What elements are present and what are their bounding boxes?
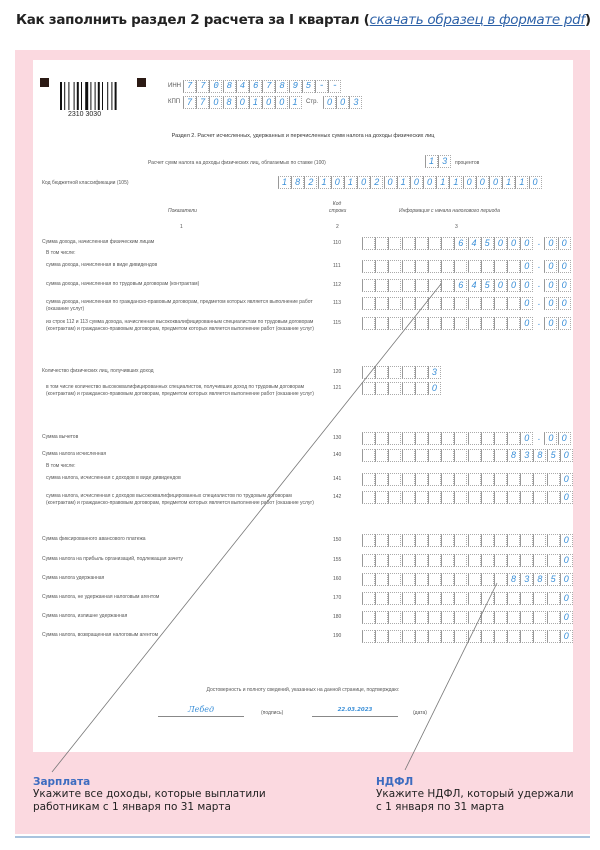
row-code: 120 — [333, 369, 342, 375]
row-code: 180 — [333, 614, 342, 620]
row-code: 111 — [333, 263, 341, 269]
row-code: 150 — [333, 537, 342, 543]
digit-cell: 0 — [463, 176, 476, 189]
digit-cell: 0 — [560, 449, 573, 462]
digit-cell: 0 — [507, 237, 520, 250]
digit-cell: 0 — [560, 491, 573, 504]
column-number: 2 — [336, 224, 339, 230]
digit-cell: 4 — [468, 279, 481, 292]
annotation-text: Укажите все доходы, которые выплатили работникам с 1 января по 31 марта — [33, 788, 266, 813]
confirmation-text: Достоверность и полноту сведений, указанных на данной странице, подтверждаю: — [206, 687, 400, 693]
including-note: В том числе: — [46, 250, 76, 256]
row-label: Сумма дохода, начисленная физическим лицам — [42, 239, 155, 245]
salary-annotation — [33, 776, 293, 814]
annotation-title: НДФЛ — [376, 776, 414, 788]
digit-cell: 5 — [481, 279, 494, 292]
date-label: (дата) — [413, 710, 427, 716]
decimal-separator: . — [537, 433, 541, 443]
digit-cell: 0 — [323, 96, 336, 109]
digit-cell: 1 — [515, 176, 528, 189]
column-number: 1 — [180, 224, 183, 230]
digit-cell: 6 — [454, 279, 467, 292]
row-code: 121 — [333, 385, 342, 391]
digit-cell: 0 — [558, 297, 571, 310]
row-label: Сумма вычетов — [42, 434, 79, 440]
digit-cell: 0 — [520, 237, 533, 250]
digit-cell: 0 — [560, 534, 573, 547]
digit-cell: 0 — [384, 176, 397, 189]
digit-cell: 1 — [344, 176, 357, 189]
digit-cell: 1 — [249, 96, 262, 109]
digit-cell: 0 — [560, 592, 573, 605]
salary-callout-line — [52, 284, 441, 772]
digit-cell: 7 — [183, 96, 196, 109]
decimal-separator: . — [537, 280, 541, 290]
digit-cell: 0 — [544, 297, 557, 310]
annotation-text: Укажите НДФЛ, который удержали с 1 января по 31 марта — [376, 788, 574, 813]
digit-cell: 0 — [331, 176, 344, 189]
inn-label: ИНН — [168, 83, 181, 89]
divider — [15, 836, 590, 838]
digit-cell: 0 — [520, 279, 533, 292]
row-label: Сумма налога, излишне удержанная — [42, 613, 128, 619]
digit-cell: 3 — [520, 573, 533, 586]
digit-cell: 0 — [428, 382, 441, 395]
digit-cell: 0 — [560, 473, 573, 486]
including-note: В том числе: — [46, 463, 76, 469]
digit-cell: 5 — [547, 449, 560, 462]
digit-cell: 0 — [236, 96, 249, 109]
digit-cell: 4 — [468, 237, 481, 250]
digit-cell: 7 — [196, 96, 209, 109]
heading-close: ) — [584, 12, 591, 28]
row-code: 142 — [333, 494, 342, 500]
row-label: сумма дохода, начисленная по трудовым договорам (контрактам) — [46, 281, 200, 287]
row-label: сумма налога, исчисленная с доходов в виде дивидендов — [46, 475, 181, 481]
row-code: 170 — [333, 595, 342, 601]
digit-cell: 3 — [438, 155, 451, 168]
column-number: 3 — [455, 224, 458, 230]
digit-cell: 3 — [349, 96, 362, 109]
row-code: 112 — [333, 282, 341, 288]
digit-cell: 0 — [544, 237, 557, 250]
digit-cell: 8 — [291, 176, 304, 189]
row-label: сумма дохода, начисленная в виде дивидендов — [46, 262, 158, 268]
row-label: Количество физических лиц, получивших доход — [42, 368, 154, 374]
section-title: Раздел 2. Расчет исчисленных, удержанных и перечисленных сумм налога на доходы физических лиц — [171, 133, 435, 139]
digit-cell: 0 — [357, 176, 370, 189]
row-label: Сумма налога, возвращенная налоговым агентом — [42, 632, 159, 638]
digit-cell: 0 — [558, 317, 571, 330]
digit-cell: 5 — [547, 573, 560, 586]
row-label: сумма дохода, начисленная по гражданско-правовым договорам, предметом которых является выполнение работ (оказание услуг) — [46, 299, 313, 312]
digit-cell: 3 — [520, 449, 533, 462]
digit-cell: 2 — [304, 176, 317, 189]
digit-cell: 1 — [425, 155, 438, 168]
digit-cell: 0 — [558, 432, 571, 445]
digit-cell: 0 — [275, 96, 288, 109]
digit-cell: 0 — [494, 279, 507, 292]
kbk-label: Код бюджетной классификации (105) — [42, 180, 129, 186]
digit-cell: 0 — [544, 279, 557, 292]
row-label: Сумма налога удержанная — [42, 575, 105, 581]
row-code: 141 — [333, 476, 342, 482]
digit-cell: 8 — [507, 449, 520, 462]
signature-label: (подпись) — [261, 710, 284, 716]
digit-cell: 1 — [318, 176, 331, 189]
digit-cell: 0 — [520, 317, 533, 330]
column-header-code: Код строки — [329, 201, 347, 214]
column-header-info: Информация с начала налогового периода — [399, 208, 500, 214]
digit-cell: 1 — [502, 176, 515, 189]
page-label: Стр. — [306, 99, 319, 105]
digit-cell: 0 — [560, 573, 573, 586]
digit-cell: 3 — [428, 366, 441, 379]
digit-cell: 0 — [209, 96, 222, 109]
digit-cell: 0 — [494, 237, 507, 250]
digit-cell: 0 — [560, 630, 573, 643]
inn-value: 7708467895-- — [187, 81, 346, 91]
decimal-separator: . — [537, 298, 541, 308]
digit-cell: 0 — [558, 279, 571, 292]
row-label: в том числе количество высококвалифицированных специалистов, получивших доход по трудовым договорам (контрактам) и гражданско-правовым договорам, предметом которых является выполнение работ (оказание услуг) — [46, 384, 314, 397]
digit-cell: 0 — [410, 176, 423, 189]
digit-cell: 0 — [560, 611, 573, 624]
rate-unit: процентов — [455, 160, 480, 166]
digit-cell: 2 — [370, 176, 383, 189]
row-code: 113 — [333, 300, 341, 306]
row-code: 160 — [333, 576, 342, 582]
digit-cell: 0 — [262, 96, 275, 109]
digit-cell: 0 — [520, 297, 533, 310]
row-code: 115 — [333, 320, 341, 326]
row-label: Сумма налога исчисленная — [42, 451, 107, 457]
ndfl-callout-line — [405, 583, 497, 770]
digit-cell: 0 — [544, 432, 557, 445]
decimal-separator: . — [537, 238, 541, 248]
row-label: Сумма фиксированного авансового платежа — [42, 536, 146, 542]
digit-cell: 1 — [397, 176, 410, 189]
decimal-separator: . — [537, 261, 541, 271]
digit-cell: 0 — [507, 279, 520, 292]
digit-cell: 1 — [278, 176, 291, 189]
digit-cell: 0 — [558, 260, 571, 273]
barcode-number: 2310 3030 — [68, 111, 102, 118]
digit-cell: 0 — [544, 260, 557, 273]
annotation-title: Зарплата — [33, 776, 91, 788]
digit-cell: 0 — [520, 432, 533, 445]
row-code: 190 — [333, 633, 342, 639]
row-label: сумма налога, исчисленная с доходов высококвалифицированных специалистов по трудовым договорам (контрактам) и гражданско-правовым договорам, предметом которых является выполнение работ (оказание услуг) — [46, 493, 314, 506]
digit-cell: 0 — [423, 176, 436, 189]
digit-cell: 1 — [436, 176, 449, 189]
row-label: Сумма налога на прибыль организаций, подлежащая зачету — [42, 556, 183, 562]
download-pdf-link[interactable]: скачать образец в формате pdf — [369, 12, 585, 28]
digit-cell: 0 — [476, 176, 489, 189]
digit-cell: 1 — [289, 96, 302, 109]
digit-cell: 0 — [489, 176, 502, 189]
row-code: 130 — [333, 435, 342, 441]
digit-cell: 6 — [454, 237, 467, 250]
digit-cell: 1 — [449, 176, 462, 189]
signature: Лебед — [158, 704, 244, 717]
row-code: 140 — [333, 452, 342, 458]
row-label: Сумма налога, не удержанная налоговым агентом — [42, 594, 160, 600]
row-code: 110 — [333, 240, 341, 246]
ndfl-annotation — [376, 776, 586, 814]
digit-cell: 0 — [529, 176, 542, 189]
digit-cell: 8 — [533, 449, 546, 462]
digit-cell: 8 — [533, 573, 546, 586]
row-code: 155 — [333, 557, 342, 563]
date-value: 22.03.2023 — [312, 704, 398, 717]
digit-cell: 0 — [544, 317, 557, 330]
digit-cell: 5 — [481, 237, 494, 250]
rate-label: Расчет сумм налога на доходы физических лиц, облагаемых по ставке (100) — [148, 160, 326, 166]
decimal-separator: . — [537, 318, 541, 328]
column-header-indicators: Показатели — [168, 208, 197, 214]
heading-text: Как заполнить раздел 2 расчета за I квартал ( — [16, 12, 370, 28]
kpp-label: КПП — [168, 99, 181, 105]
digit-cell: 0 — [336, 96, 349, 109]
row-label: из строк 112 и 113 сумма дохода, начисленная высококвалифицированным специалистам по трудовым договорам (контрактам) и гражданско-правовым договорам, предметом которых является выполнение работ (оказание услуг) — [46, 319, 314, 332]
digit-cell: 0 — [560, 554, 573, 567]
digit-cell: 0 — [558, 237, 571, 250]
digit-cell: 8 — [507, 573, 520, 586]
digit-cell: 0 — [520, 260, 533, 273]
digit-cell: 8 — [223, 96, 236, 109]
